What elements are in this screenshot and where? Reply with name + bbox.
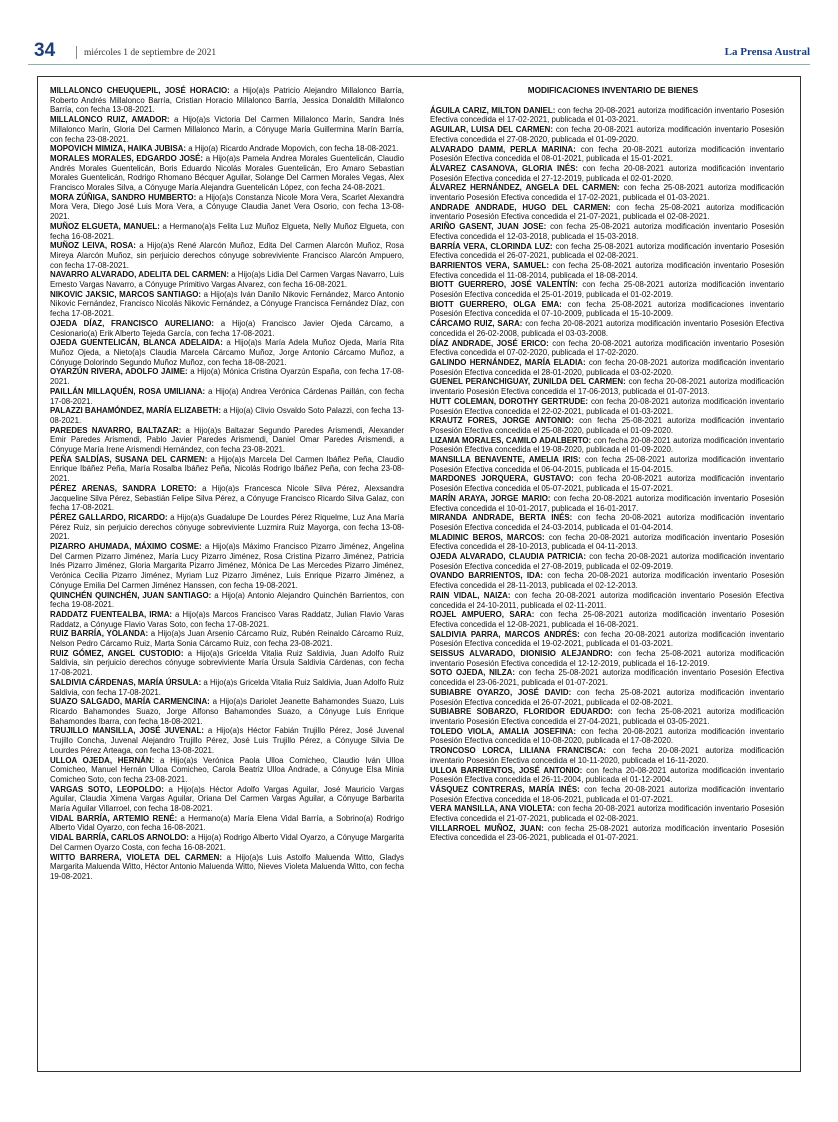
- notice-entry: [50, 853, 404, 882]
- entry-text: con fecha 25-08-2021 autoriza modificación inventario Posesión Efectiva concedida el 12-03-2018, publicada el 15-03-2018.: [430, 222, 784, 241]
- notice-entry: [50, 833, 404, 852]
- entry-name: ÁLVAREZ HERNÁNDEZ, ANGELA DEL CARMEN:: [430, 183, 620, 193]
- entry-text: a Hijo(a)s Francesca Nicole Silva Pérez, Alexsandra Jacqueline Silva Pérez, Sebastián Felipe Silva Pérez, a Cónyuge Francisco Ricardo Silva Galaz, con fecha 17-08-2021.: [50, 483, 404, 513]
- entry-name: TOLEDO VIOLA, AMALIA JOSEFINA:: [430, 726, 576, 736]
- entry-name: MUÑOZ ELGUETA, MANUEL:: [50, 221, 160, 231]
- notice-entry: [430, 242, 784, 261]
- notice-entry: [50, 387, 404, 406]
- entry-text: a Hijo(a)s Guadalupe De Lourdes Pérez Riquelme, Luz Ana María Pérez Ruiz, sin perjuicio derechos cónyuge sobreviviente Luzmira Ruiz Mayorga, con fecha 13-08-2021.: [50, 512, 404, 542]
- notice-entry: [430, 552, 784, 571]
- entry-text: a Hijo(a)s Patricio Alejandro Millalonco Barría, Roberto Andrés Millalonco Barría, Cristian Horacio Millalonco Barría, Jessica Donaldith Millalonco Barría, con fecha 13-08-2021.: [50, 86, 404, 115]
- notice-entry: [430, 513, 784, 532]
- entry-name: DÍAZ ANDRADE, JOSÉ ERICO:: [430, 338, 549, 348]
- notice-entry: [430, 649, 784, 668]
- notice-entry: [430, 766, 784, 785]
- entry-name: SALDIVIA PARRA, MARCOS ANDRÉS:: [430, 629, 580, 639]
- entry-name: ULLOA BARRIENTOS, JOSÉ ANTONIO:: [430, 765, 583, 775]
- entry-name: OVANDO BARRIENTOS, IDA:: [430, 571, 544, 581]
- entry-name: QUINCHÉN QUINCHÉN, JUAN SANTIAGO:: [50, 590, 212, 600]
- notice-entry: [50, 697, 404, 726]
- header-date: miércoles 1 de septiembre de 2021: [84, 48, 217, 58]
- entry-text: con fecha 20-08-2021 autoriza modificación inventario Posesión Efectiva concedida el 10-11-2020, publicada el 16-11-2020.: [430, 746, 784, 765]
- notice-entry: [50, 144, 404, 154]
- notice-entry: [430, 610, 784, 629]
- entry-text: con fecha 25-08-2021 autoriza modificación inventario Posesión Efectiva concedida el 23-06-2021, publicada el 01-07-2021.: [430, 668, 784, 688]
- entry-name: WITTO BARRERA, VIOLETA DEL CARMEN:: [50, 852, 222, 862]
- notice-entry: [430, 125, 784, 144]
- entry-name: SEISSUS ALVARADO, DIONISIO ALEJANDRO:: [430, 649, 613, 659]
- entry-text: con fecha 25-08-2021 autoriza modificación inventario Posesión Efectiva concedida el 25-08-2020, publicada el 01-09-2020.: [430, 416, 784, 435]
- entry-text: a Hijo(a)s Juan Arsenio Cárcamo Ruiz, Rubén Reinaldo Cárcamo Ruiz, Nelson Pedro Cárcamo Ruiz, Marta Sonia Cárcamo Ruiz, con fecha 23-08-2021.: [50, 629, 404, 649]
- entry-text: con fecha 20-08-2021 autoriza modificación inventario Posesión Efectiva concedida el 21-07-2021, publicada el 02-08-2021.: [430, 804, 784, 824]
- entry-text: con fecha 20-08-2021 autoriza modificación inventario Posesión Efectiva concedida el 19-02-2021, publicada el 01-03-2021.: [430, 629, 784, 649]
- notice-entry: [50, 484, 404, 513]
- entry-name: AGUILAR, LUISA DEL CARMEN:: [430, 125, 553, 135]
- section-title: MODIFICACIONES INVENTARIO DE BIENES: [527, 86, 699, 95]
- entry-text: con fecha 20-08-2021 autoriza modificación inventario Posesión Efectiva concedida el 28-01-2020, publicada el 03-02-2020.: [430, 357, 784, 377]
- entry-text: a Hijo(a) Rodrigo Alberto Vidal Oyarzo, a Cónyuge Margarita Del Carmen Oyarzo Costa, con fecha 16-08-2021.: [50, 833, 404, 852]
- entry-name: MARDONES JORQUERA, GUSTAVO:: [430, 474, 574, 484]
- entry-text: a Hijo(a)s Luis Astolfo Maluenda Witto, Gladys Margarita Maluenda Witto, Héctor Antonio Maluenda Witto, Nieves Violeta Maluenda Witto, con fecha 19-08-2021.: [50, 852, 404, 881]
- notice-entry: [50, 319, 404, 338]
- entry-name: ÁGUILA CARIZ, MILTON DANIEL:: [430, 105, 556, 115]
- entry-name: OYARZÚN RIVERA, ADOLFO JAIME:: [50, 367, 188, 377]
- entry-name: VARGAS SOTO, LEOPOLDO:: [50, 784, 164, 794]
- notice-entry: [430, 436, 784, 455]
- entry-text: a Hijo(a)s René Alarcón Muñoz, Edita Del Carmen Alarcón Muñoz, Rosa Mireya Alarcón Muñoz, sin perjuicio derechos cónyuge sobreviviente Francisco Alarcón Ampuero, con fecha 17-08-2021.: [50, 241, 404, 270]
- entry-text: con fecha 20-08-2021 autoriza modificación inventario Posesión Efectiva concedida el 17-06-2013, publicada el 01-07-2013.: [430, 377, 784, 397]
- entry-name: OJEDA ALVARADO, CLAUDIA PATRICIA:: [430, 552, 586, 562]
- entry-name: MORALES MORALES, EDGARDO JOSÉ:: [50, 153, 204, 163]
- notice-entry: [430, 339, 784, 358]
- entry-text: con fecha 20-08-2021 autoriza modificación inventario Posesión Efectiva concedida el 27-12-2019, publicada el 02-01-2020.: [430, 163, 784, 183]
- entry-text: a Hijo(a)s Héctor Adolfo Vargas Aguilar, José Mauricio Vargas Aguilar, Claudia Ximena Vargas Aguilar, Oriana Del Carmen Vargas Aguilar, a Cónyuge Barbarita María Aguilar Villarroel, con fecha 18-08-2021.: [50, 784, 404, 814]
- entry-name: TRONCOSO LORCA, LILIANA FRANCISCA:: [430, 746, 606, 756]
- entry-text: a Hermano(a) María Elena Vidal Barría, a Sobrino(a) Rodrigo Alberto Vidal Oyarzo, con fecha 16-08-2021.: [50, 813, 404, 833]
- notice-entry: [430, 222, 784, 241]
- entry-name: MILLALONCO CHEUQUEPIL, JOSÉ HORACIO:: [50, 86, 230, 95]
- entry-name: NIKOVIC JAKSIC, MARCOS SANTIAGO:: [50, 289, 202, 299]
- entry-text: a Hijo(a)s Baltazar Segundo Paredes Arismendi, Alexander Emir Paredes Arismendi, Pablo Javier Paredes Arismendi, Daniel Omar Paredes Arismendi, a Cónyuge María Irene Arismendi Hernández, con fecha 23-08-2021.: [50, 425, 405, 455]
- notice-entry: [50, 629, 404, 648]
- notice-entry: [430, 106, 784, 125]
- notice-entry: [430, 804, 784, 823]
- notice-entry: [50, 649, 404, 678]
- right-entries: [430, 106, 784, 843]
- entry-text: con fecha 25-08-2021 autoriza modificación inventario Posesión Efectiva concedida el 27-04-2021, publicada el 03-05-2021.: [430, 707, 785, 726]
- notice-entry: [50, 115, 404, 144]
- entry-text: a Hijo(a)s Victoria Del Carmen Millalonco Marín, Sandra Inés Millalonco Marín, Gloria Del Carmen Millalonco Marín, a Cónyuge María Guillermina Marín Barría, con fecha 23-08-2021.: [50, 115, 405, 144]
- entry-name: SALDIVIA CÁRDENAS, MARÍA ÚRSULA:: [50, 677, 202, 687]
- notice-entry: [430, 164, 784, 183]
- notice-entry: [50, 86, 404, 115]
- entry-name: NAVARRO ALVARADO, ADELITA DEL CARMEN:: [50, 270, 229, 280]
- entry-name: MILLALONCO RUIZ, AMADOR:: [50, 115, 170, 125]
- entry-name: OJEDA DÍAZ, FRANCISCO AURELIANO:: [50, 318, 214, 328]
- entry-text: con fecha 20-08-2021 autoriza modificación inventario Posesión Efectiva concedida el 24-10-2011, publicada el 02-11-2011.: [430, 590, 784, 610]
- entry-text: con fecha 25-08-2021 autoriza modificación inventario Posesión Efectiva concedida el 26-07-2021, publicada el 02-08-2021.: [430, 241, 784, 261]
- notice-entry: [430, 630, 784, 649]
- entry-text: con fecha 20-08-2021 autoriza modificación inventario Posesión Efectiva concedida el 10-08-2020, publicada el 17-08-2020.: [430, 726, 784, 746]
- entry-name: LIZAMA MORALES, CAMILO ADALBERTO:: [430, 435, 592, 445]
- entry-text: con fecha 20-08-2021 autoriza modificación inventario Posesión Efectiva concedida el 18-06-2021, publicada el 01-07-2021.: [430, 784, 785, 804]
- page-number: 34: [34, 40, 56, 61]
- entry-text: a Hijo(a)s Iván Danilo Nikovic Fernández, Marco Antonio Nikovic Fernández, Francisco Nicolás Nikovic Fernández, a Cónyuge Francisca Fernández Díaz, con fecha 17-08-2021.: [50, 289, 404, 319]
- entry-text: con fecha 25-08-2021 autoriza modificación inventario Posesión Efectiva concedida el 12-08-2021, publicada el 16-08-2021.: [430, 610, 785, 629]
- entry-text: con fecha 20-08-2021 autoriza modificación inventario Posesión Efectiva concedida el 07-02-2020, publicada el 17-02-2020.: [430, 338, 784, 358]
- entry-name: KRAUTZ FORES, JORGE ANTONIO:: [430, 416, 574, 426]
- entry-text: con fecha 25-08-2021 autoriza modificación inventario Posesión Efectiva concedida el 12-12-2019, publicada el 16-12-2019.: [430, 649, 784, 668]
- notice-entry: [50, 426, 404, 455]
- notice-entry: [50, 222, 404, 241]
- notice-entry: [50, 610, 404, 629]
- notice-entry: [430, 668, 784, 687]
- entry-name: VERA MANSILLA, ANA VIOLETA:: [430, 804, 556, 814]
- entry-text: con fecha 25-08-2021 autoriza modificación inventario Posesión Efectiva concedida el 11-08-2014, publicada el 18-08-2014.: [430, 260, 785, 280]
- notice-entry: [430, 300, 784, 319]
- notice-entry: [430, 261, 784, 280]
- entry-text: con fecha 20-08-2021 autoriza modificación inventario Posesión Efectiva concedida el 28-10-2013, publicada el 04-11-2013.: [430, 532, 785, 552]
- entry-text: con fecha 25-08-2021 autoriza modificación inventario Posesión Efectiva concedida el 26-07-2021, publicada el 02-08-2021.: [430, 687, 785, 707]
- notice-entry: [430, 145, 784, 164]
- notice-entry: [430, 591, 784, 610]
- notice-entry: [430, 397, 784, 416]
- entry-name: PALAZZI BAHAMÓNDEZ, MARÍA ELIZABETH:: [50, 406, 221, 416]
- entry-text: con fecha 20-08-2021 autoriza modificación inventario Posesión Efectiva concedida el 08-01-2021, publicada el 15-01-2021.: [430, 144, 784, 164]
- entry-text: con fecha 25-08-2021 autoriza modificación inventario Posesión Efectiva concedida el 06-04-2015, publicada el 15-04-2015.: [430, 455, 785, 474]
- notice-entry: [50, 455, 404, 484]
- entry-text: con fecha 20-08-2021 autoriza modificación inventario Posesión Efectiva concedida el 22-02-2021, publicada el 01-03-2021.: [430, 396, 784, 416]
- entry-name: SOTO OJEDA, NILZA:: [430, 668, 515, 678]
- notice-entry: [430, 571, 784, 590]
- notice-entry: [430, 785, 784, 804]
- notice-entry: [50, 406, 404, 425]
- entry-text: con fecha 20-08-2021 autoriza modificación inventario Posesión Efectiva concedida el 28-11-2013, publicada el 02-12-2013.: [430, 571, 784, 591]
- notice-entry: [50, 678, 404, 697]
- entry-name: PÉREZ ARENAS, SANDRA LORETO:: [50, 483, 197, 493]
- entry-name: RAIN VIDAL, NAIZA:: [430, 590, 511, 600]
- entry-text: a Hijo(a) Clivio Osvaldo Soto Palazzi, con fecha 13-08-2021.: [50, 406, 405, 425]
- entry-text: con fecha 25-08-2021 autoriza modificación inventario Posesión Efectiva concedida el 25-01-2019, publicada el 01-02-2019.: [430, 280, 784, 300]
- notice-entry: [50, 290, 404, 319]
- entry-name: MOPOVICH MIMIZA, HAIKA JUBISA:: [50, 144, 187, 154]
- notice-entry: [50, 814, 404, 833]
- entry-text: a Hijo(a) Antonio Alejandro Quinchén Barrientos, con fecha 19-08-2021.: [50, 590, 404, 610]
- entry-name: PIZARRO AHUMADA, MÁXIMO COSME:: [50, 542, 202, 552]
- entry-name: ÁLVAREZ CASANOVA, GLORIA INÉS:: [430, 163, 579, 173]
- entry-name: RUIZ GÓMEZ, ANGEL CUSTODIO:: [50, 648, 184, 658]
- entry-text: a Hijo(a)s Gricelda Vitalia Ruiz Saldivia, Juan Adolfo Ruiz Saldivia, sin perjuicio derechos cónyuge sobreviviente María Úrsula Saldivia Cárdenas, con fecha 17-08-2021.: [50, 648, 404, 678]
- entry-name: PAILLÁN MILLAQUÉN, ROSA UMILIANA:: [50, 386, 206, 396]
- entry-text: con fecha 20-08-2021 autoriza modificación inventario Posesión Efectiva concedida el 27-08-2019, publicada el 02-09-2019.: [430, 552, 784, 571]
- entry-text: con fecha 20-08-2021 autoriza modificación inventario Posesión Efectiva concedida el 10-01-2017, publicada el 16-01-2017.: [430, 493, 784, 513]
- entry-name: RADDATZ FUENTEALBA, IRMA:: [50, 609, 173, 619]
- entry-name: VILLARROEL MUÑOZ, JUAN:: [430, 823, 544, 833]
- entry-name: BIOTT GUERRERO, OLGA EMA:: [430, 299, 562, 309]
- entry-text: a Hijo(a)s Marcela Del Carmen Ibáñez Peña, Claudio Enrique Ibáñez Peña, María Rosalba Ibáñez Peña, Nicolás Rodrigo Ibáñez Peña, con fecha 23-08-2021.: [50, 454, 404, 484]
- notice-entry: [430, 319, 784, 338]
- notice-entry: [50, 338, 404, 367]
- right-column: [430, 86, 784, 843]
- entry-text: con fecha 20-08-2021 autoriza modificación inventario Posesión Efectiva concedida el 27-08-2020, publicada el 01-09-2020.: [430, 125, 784, 144]
- entry-name: VIDAL BARRÍA, CARLOS ARNOLDO:: [50, 833, 189, 843]
- notice-entry: [430, 377, 784, 396]
- entry-text: a Hijo(a)s Lidia Del Carmen Vargas Navarro, Luis Ernesto Vargas Navarro, a Cónyuge Primitivo Vargas Alvarez, con fecha 16-08-2021.: [50, 270, 404, 290]
- entry-name: TRUJILLO MANSILLA, JOSÉ JUVENAL:: [50, 726, 204, 736]
- notice-entry: [430, 533, 784, 552]
- notice-entry: [430, 824, 784, 843]
- entry-name: VIDAL BARRÍA, ARTEMIO RENÉ:: [50, 813, 178, 823]
- entry-name: MANSILLA BENAVENTE, AMELIA IRIS:: [430, 455, 581, 465]
- entry-name: MLADINIC BEROS, MARCOS:: [430, 532, 545, 542]
- entry-name: PÉREZ GALLARDO, RICARDO:: [50, 512, 168, 522]
- entry-name: SUBIABRE SOBARZO, FLORIDOR EDUARDO:: [430, 707, 613, 717]
- entry-text: a Hijo(a) Andrea Verónica Cárdenas Paillán, con fecha 17-08-2021.: [50, 386, 404, 406]
- left-column: [50, 86, 404, 882]
- entry-name: BARRIENTOS VERA, SAMUEL:: [430, 260, 549, 270]
- notice-entry: [50, 542, 404, 591]
- entry-text: a Hijo(a)s Máximo Francisco Pizarro Jiménez, Angelina Del Carmen Pizarro Jiménez, María Lucy Pizarro Jiménez, Rosa Cristina Pizarro Jiménez, Patricia Inés Pizarro Jiménez, Gloria Margarita Pizarro Jiménez, Mónica De Las Mercedes Pizarro Jiménez, Verónica Cecilia Pizarro Jiménez, Myriam Luz Pizarro Jiménez, Luis Enrique Pizarro Jiménez, a Cónyuge Emilia Del Carmen Jiménez Hanssen, con fecha 19-08-2021.: [50, 542, 404, 590]
- entry-name: BARRÍA VERA, CLORINDA LUZ:: [430, 241, 553, 251]
- entry-text: a Hijo(a) Mónica Cristina Oyarzún España, con fecha 17-08-2021.: [50, 367, 404, 387]
- notice-entry: [50, 193, 404, 222]
- entry-text: a Hijo(a)s Verónica Paola Ulloa Comicheo, Claudio Iván Ulloa Comicheo, Manuel Hernán Ulloa Comicheo, Carola Beatriz Ulloa Andrade, a Cónyuge Elsa Minia Comicheo Soto, con fecha 23-08-2021.: [50, 755, 404, 784]
- entry-name: RUIZ BARRÍA, YOLANDA:: [50, 629, 149, 639]
- entry-name: ANDRADE ANDRADE, HUGO DEL CARMEN:: [430, 202, 611, 212]
- notice-entry: [430, 416, 784, 435]
- notice-entry: [430, 688, 784, 707]
- notice-entry: [430, 183, 784, 202]
- notice-entry: [50, 513, 404, 542]
- entry-name: PEÑA SALDÍAS, SUSANA DEL CARMEN:: [50, 454, 208, 464]
- entry-name: OJEDA GUENTELICÁN, BLANCA ADELAIDA:: [50, 338, 223, 348]
- notice-entry: [50, 270, 404, 289]
- notice-entry: [430, 707, 784, 726]
- entry-text: con fecha 20-08-2021 autoriza modificación inventario Posesión Efectiva concedida el 05-07-2021, publicada el 15-07-2021.: [430, 474, 784, 494]
- notice-entry: [430, 358, 784, 377]
- entry-name: GUENEL PERANCHIGUAY, ZUNILDA DEL CARMEN:: [430, 377, 626, 387]
- entry-text: a Hijo(a) Ricardo Andrade Mopovich, con fecha 18-08-2021.: [186, 144, 399, 154]
- header-rule: [28, 64, 810, 65]
- entry-name: ALVARADO DAMM, PERLA MARINA:: [430, 144, 576, 154]
- entry-text: a Hijo(a)s Marcos Francisco Varas Raddatz, Julian Flavio Varas Raddatz, a Cónyuge Flavio Varas Soto, con fecha 17-08-2021.: [50, 609, 404, 629]
- entry-text: a Hijo(a)s Pamela Andrea Morales Guentelicán, Claudio Andrés Morales Guentelicán, Boris Eduardo Nicolás Morales Guentelicán, Ero Amaro Sebastian Morales Guentelicán, Rodrigo Rhomano Bécquer Aguilar, Solange Del Carmen Morales Vegas, Alex Francisco Morales Silva, a Cónyuge María Alejandra Guentelicán López, con fecha 24-08-2021.: [50, 153, 405, 193]
- notice-entry: [430, 455, 784, 474]
- notice-entry: [50, 241, 404, 270]
- entry-text: con fecha 25-08-2021 autoriza modificación inventario Posesión Efectiva concedida el 17-02-2021, publicada el 01-03-2021.: [430, 183, 784, 203]
- entry-text: a Hijo(a)s María Adela Muñoz Ojeda, María Rita Muñoz Ojeda, a Nieto(a)s Claudia Marcela Cárcamo Muñoz, Jorge Antonio Cárcamo Muñoz, a Cónyuge Dolorindo Segundo Muñoz Muñoz, con fecha 18-08-2021.: [50, 338, 404, 367]
- entry-text: a Hermano(a)s Felita Luz Muñoz Elgueta, Nelly Muñoz Elgueta, con fecha 16-08-2021.: [50, 221, 405, 241]
- notice-entry: [430, 746, 784, 765]
- notice-entry: [430, 474, 784, 493]
- entry-name: ROJEL AMPUERO, SARA:: [430, 610, 535, 620]
- entry-name: MARÍN ARAYA, JORGE MARIO:: [430, 493, 551, 503]
- entry-name: BIOTT GUERRERO, JOSÉ VALENTÍN:: [430, 280, 578, 290]
- entry-name: MUÑOZ LEIVA, ROSA:: [50, 241, 136, 251]
- entry-text: a Hijo(a) Francisco Javier Ojeda Cárcamo, a Cesionario(a) Erik Alberto Tejeda García, con fecha 17-08-2021.: [50, 318, 405, 338]
- notice-entry: [430, 203, 784, 222]
- entry-name: HUTT COLEMAN, DOROTHY GERTRUDE:: [430, 396, 589, 406]
- entry-text: a Hijo(a)s Héctor Fabián Trujillo Pérez, José Juvenal Trujillo Concha, Juvenal Alejandro Trujillo Pérez, José Luis Trujillo Pérez, a Cónyuge Silvia De Lourdes Pérez Arteaga, con fecha 13-08-2021.: [50, 726, 404, 755]
- newspaper-brand: La Prensa Austral: [724, 46, 810, 58]
- entry-name: PAREDES NAVARRO, BALTAZAR:: [50, 425, 182, 435]
- notice-entry: [50, 591, 404, 610]
- entry-text: con fecha 25-08-2021 autoriza modificaciones inventario Posesión Efectiva concedida el 07-10-2009, publicada el 15-10-2009.: [430, 299, 784, 319]
- entry-text: con fecha 20-08-2021 autoriza modificación inventario Posesión Efectiva concedida el 26-11-2004, publicada el 01-12-2004.: [430, 765, 784, 785]
- entry-name: MIRANDA ANDRADE, BERTA INÉS:: [430, 513, 573, 523]
- entry-text: a Hijo(a)s Dariolet Jeanette Bahamondes Suazo, Luis Ricardo Bahamondes Suazo, Jorge Alfonso Bahamondes Suazo, a Cónyuge Luis Enrique Bahamondes Ibarra, con fecha 18-08-2021.: [50, 697, 405, 726]
- entry-name: ARIÑO GASENT, JUAN JOSE:: [430, 222, 547, 232]
- page-header: [28, 40, 810, 66]
- entry-text: con fecha 20-08-2021 autoriza modificación inventario Posesión Efectiva concedida el 19-08-2020, publicada el 01-09-2020.: [430, 435, 784, 455]
- entry-text: a Hijo(a)s Constanza Nicole Mora Vera, Scarlet Alexandra Mora Vera, Diego José Luis Mora Vera, a Cónyuge Claudia Janet Vera Osorio, con fecha 13-08-2021.: [50, 192, 404, 222]
- notice-entry: [50, 756, 404, 785]
- entry-name: SUBIABRE OYARZO, JOSÉ DAVID:: [430, 687, 572, 697]
- entry-text: a Hijo(a)s Gricelda Vitalia Ruiz Saldivia, Juan Adolfo Ruiz Saldivia, con fecha 17-08-2021.: [50, 677, 404, 697]
- entry-name: ULLOA OJEDA, HERNÁN:: [50, 755, 155, 765]
- entry-text: con fecha 20-08-2021 autoriza modificación inventario Posesión Efectiva concedida el 17-02-2021, publicada el 01-03-2021.: [430, 105, 784, 125]
- entry-name: SUAZO SALGADO, MARÍA CARMENCINA:: [50, 697, 210, 707]
- notice-entry: [430, 280, 784, 299]
- entry-text: con fecha 25-08-2021 autoriza modificación inventario Posesión Efectiva concedida el 23-06-2021, publicada el 01-07-2021.: [430, 823, 784, 843]
- notice-entry: [430, 727, 784, 746]
- notice-entry: [50, 726, 404, 755]
- notice-entry: [50, 367, 404, 386]
- notice-entry: [50, 154, 404, 193]
- entry-name: MORA ZÚÑIGA, SANDRO HUMBERTO:: [50, 192, 197, 202]
- entry-name: GALINDO HERNÁNDEZ, MARÍA ELADIA:: [430, 357, 586, 367]
- header-separator: [76, 46, 77, 59]
- notice-entry: [50, 785, 404, 814]
- entry-name: CÁRCAMO RUIZ, SARA:: [430, 319, 523, 329]
- entry-text: con fecha 20-08-2021 autoriza modificación inventario Posesión Efectiva concedida el 26-02-2008, publicada el 03-03-2008.: [430, 319, 784, 338]
- notice-entry: [430, 494, 784, 513]
- entry-name: VÁSQUEZ CONTRERAS, MARÍA INÉS:: [430, 784, 580, 794]
- entry-text: con fecha 20-08-2021 autoriza modificación inventario Posesión Efectiva concedida el 24-03-2014, publicada el 01-04-2014.: [430, 513, 784, 532]
- entry-text: con fecha 25-08-2021 autoriza modificación inventario Posesión Efectiva concedida el 21-07-2021, publicada el 02-08-2021.: [430, 202, 784, 222]
